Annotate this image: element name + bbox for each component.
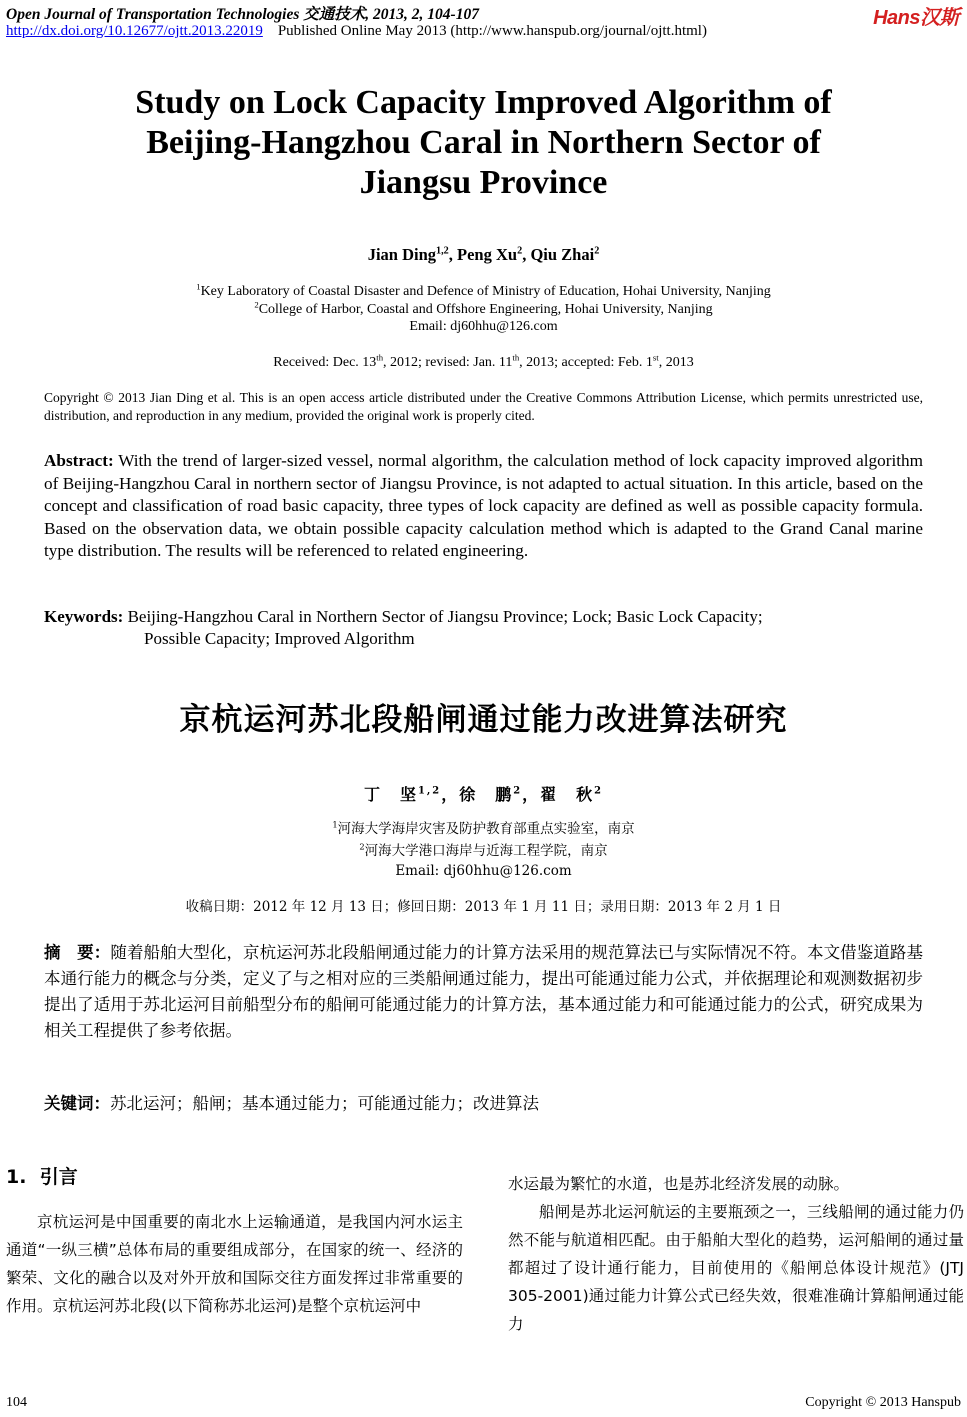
email: Email: dj60hhu@126.com (409, 319, 558, 334)
body-paragraph: 水运最为繁忙的水道，也是苏北经济发展的动脉。 (508, 1175, 850, 1193)
affiliation-2: $^2$College of Harbor, Coastal and Offshore Engineering, Hohai University, Nanjing (254, 299, 713, 317)
keywords-line-1: Beijing-Hangzhou Caral in Northern Sector of Jiangsu Province; Lock; Basic Lock Capacity; (127, 607, 763, 626)
title-line-3: Jiangsu Province (359, 164, 608, 201)
section-heading: 1. 引言 (6, 1166, 78, 1188)
keywords-label: Keywords: (44, 607, 124, 626)
abstract (44, 450, 923, 563)
keywords-line-2: Possible Capacity; Improved Algorithm (144, 629, 415, 648)
paper-title (0, 83, 967, 203)
received-dates: Received: Dec. 13th, 2012; revised: Jan. 11th, 2013; accepted: Feb. 1st, 2013 (273, 352, 694, 370)
abstract-text: With the trend of larger-sized vessel, normal algorithm, the calculation method of lock capacity improved algorithm of Beijing-Hangzhou Caral in northern sector of Jiangsu Province, is not adapted to actual situation. In this article, based on the concept and classification of road basic capacity, three types of lock capacity are defined as well as possible capacity formula. Based on the observation data, we obtain possible capacity calculation method which is adapted to the Grand Canal marine type distribution. The results will be referenced to related engineering. (44, 451, 923, 560)
hanspub-logo: Hans汉斯 (873, 7, 959, 29)
chinese-abstract-text: 随着船舶大型化，京杭运河苏北段船闸通过能力的计算方法采用的规范算法已与实际情况不符。本文借鉴道路基本通行能力的概念与分类，定义了与之相对应的三类船闸通过能力，提出可能通过能力公式，并依据理论和观测数据初步提出了适用于苏北运河目前船型分布的船闸可能通过能力的计算方法，基本通过能力和可能通过能力的公式，研究成果为相关工程提供了参考依据。 (44, 943, 924, 1040)
affiliation-1: $^1$Key Laboratory of Coastal Disaster and Defence of Ministry of Education, Hohai University, Nanjing (196, 281, 771, 299)
chinese-abstract (44, 940, 923, 1044)
chinese-email: Email: dj60hhu@126.com (395, 863, 572, 879)
author-name: Jian Ding (367, 245, 436, 264)
chinese-abstract-label: 摘 要： (44, 943, 111, 962)
page-number: 104 (6, 1395, 27, 1410)
chinese-received-dates: 收稿日期：2012 年 12 月 13 日；修回日期：2013 年 1 月 11 日；录用日期：2013 年 2 月 1 日 (185, 899, 782, 915)
published-online: Published Online May 2013 (http://www.hanspub.org/journal/ojtt.html) (277, 23, 707, 39)
chinese-keywords-label: 关键词： (44, 1094, 110, 1113)
chinese-keywords-text: 苏北运河；船闸；基本通过能力；可能通过能力；改进算法 (110, 1094, 539, 1113)
body-left-column (6, 1208, 463, 1320)
copyright-notice: Copyright © 2013 Jian Ding et al. This is an open access article distributed under the Creative Commons Attribution License, which permits unrestricted use, distribution, and reproduction in any medium, provided the original work is properly cited. (44, 390, 923, 423)
author-name: Peng Xu (457, 245, 518, 264)
chinese-affiliation-1: $^1$河海大学海岸灾害及防护教育部重点实验室，南京 (332, 819, 635, 837)
author-name: Qiu Zhai (530, 245, 595, 264)
keywords (44, 606, 763, 650)
title-line-2: Beijing-Hangzhou Caral in Northern Sector of (146, 124, 821, 161)
abstract-label: Abstract: (44, 451, 114, 470)
body-paragraph: 船闸是苏北运河航运的主要瓶颈之一，三线船闸的通过能力仍然不能与航道相匹配。由于船舶大型化的趋势，运河船闸的通过量都超过了设计通行能力，目前使用的《船闸总体设计规范》(JTJ 305-2001)通过能力计算公式已经失效，很难准确计算船闸通过能力 (508, 1203, 964, 1333)
author-list: Jian Ding$^{1,2}$, Peng Xu$^2$, Qiu Zhai$^2$ (367, 245, 600, 264)
chinese-keywords (44, 1090, 539, 1114)
title-line-1: Study on Lock Capacity Improved Algorithm of (135, 84, 832, 121)
footer-copyright: Copyright © 2013 Hanspub (805, 1395, 961, 1410)
doi-line (6, 23, 707, 40)
body-paragraph: 京杭运河是中国重要的南北水上运输通道，是我国内河水运主通道“一纵三横”总体布局的重要组成部分，在国家的统一、经济的繁荣、文化的融合以及对外开放和国际交往方面发挥过非常重要的作用。京杭运河苏北段(以下简称苏北运河)是整个京杭运河中 (6, 1213, 463, 1315)
body-right-column (508, 1170, 964, 1338)
chinese-author-list: 丁 坚$^{1,2}$，徐 鹏$^2$，翟 秋$^2$ (363, 785, 604, 804)
doi-link[interactable]: http://dx.doi.org/10.12677/ojtt.2013.22019 (6, 23, 263, 39)
chinese-affiliation-2: $^2$河海大学港口海岸与近海工程学院，南京 (359, 841, 608, 859)
journal-name: Open Journal of Transportation Technologies 交通技术, 2013, 2, 104-107 (6, 6, 479, 23)
chinese-title: 京杭运河苏北段船闸通过能力改进算法研究 (179, 702, 788, 738)
